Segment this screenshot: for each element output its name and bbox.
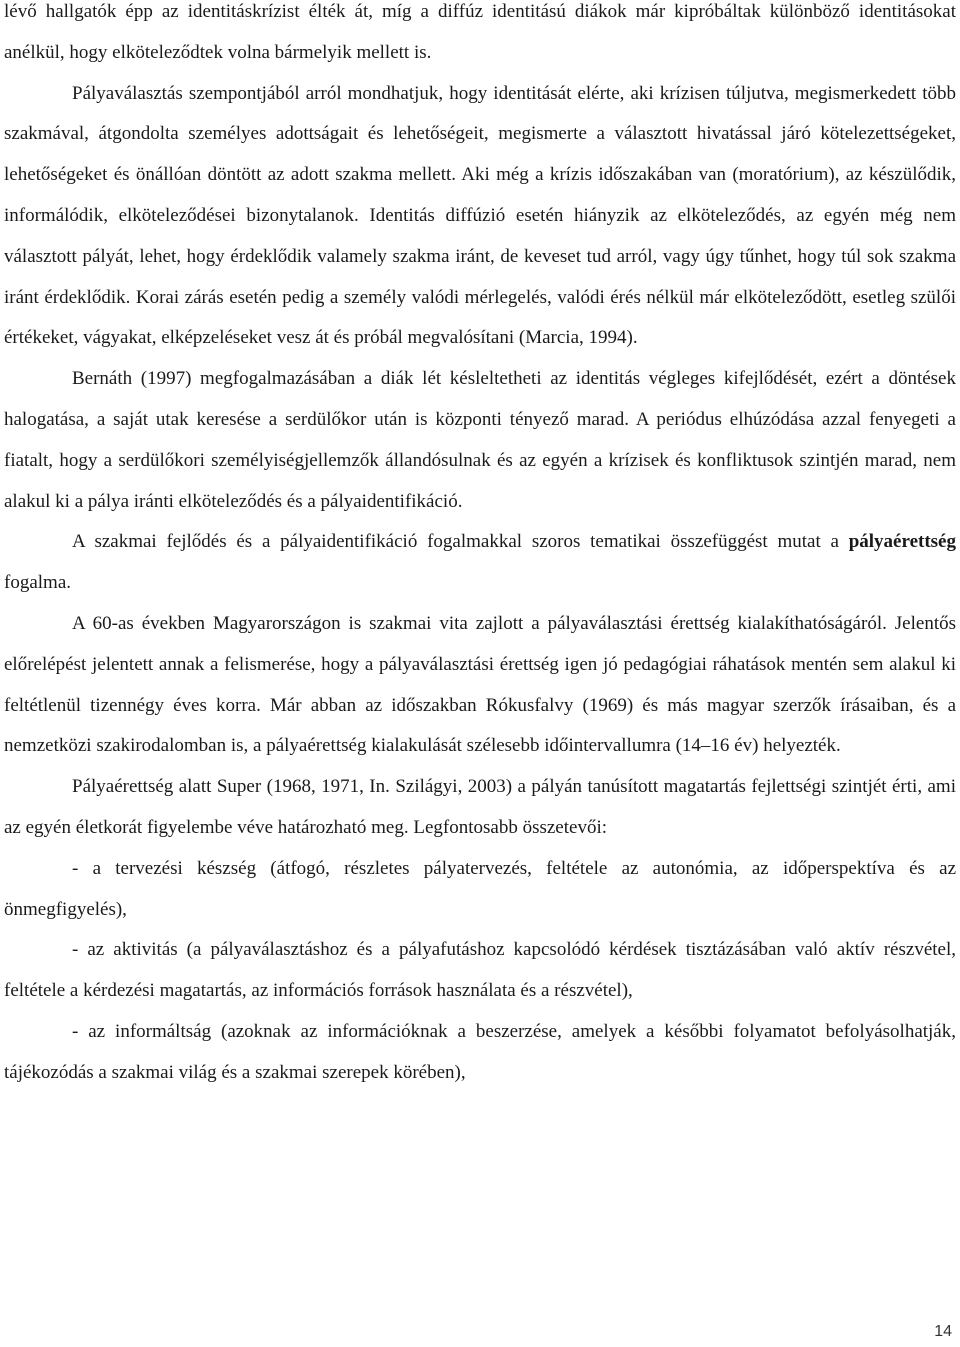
paragraph-4-text-after: fogalma. [4,572,72,594]
paragraph-6: Pályaérettség alatt Super (1968, 1971, In. Szilágyi, 2003) a pályán tanúsított magatartás fejlettségi szintjét érti, ami az egyén életkorát figyelembe véve határozható meg. Legfontosabb összetevői: [4,776,956,838]
paragraph-4-text-before: A szakmai fejlődés és a pályaidentifikáció fogalmakkal szoros tematikai összefüggést mutat a [72,531,849,553]
list-item-activity: - az aktivitás (a pályaválasztáshoz és a pályafutáshoz kapcsolódó kérdések tisztázásában való aktív részvétel, feltétele a kérdezési magatartás, az információs források használata és a részvétel), [4,939,956,1002]
paragraph-5: A 60-as években Magyarországon is szakmai vita zajlott a pályaválasztási érettség kialakíthatóságáról. Jelentős előrelépést jelentett annak a felismerése, hogy a pályaválasztási érettség igen jó pedagógiai ráhatások mentén sem alakul ki feltétlenül tizennégy éves korra. Már abban az időszakban Rókusfalvy (1969) és más magyar szerzők írásaiban, és a nemzetközi szakirodalomban is, a pályaérettség kialakulását szélesebb időintervallumra (14–16 év) helyezték. [4,612,956,757]
list-item-informedness: - az informáltság (azoknak az információknak a beszerzése, amelyek a későbbi folyamatot befolyásolhatják, tájékozódás a szakmai világ és a szakmai szerepek körében), [4,1020,956,1083]
paragraph-1: lévő hallgatók épp az identitáskrízist élték át, míg a diffúz identitású diákok már kipróbáltak különböző identitásokat anélkül, hogy elköteleződtek volna bármelyik mellett is. [4,1,956,63]
paragraph-2: Pályaválasztás szempontjából arról mondhatjuk, hogy identitását elérte, aki krízisen túljutva, megismerkedett több szakmával, átgondolta személyes adottságait és lehetőségeit, megismerte a választott hivatással járó kötelezettségeket, lehetőségeket és önállóan döntött az adott szakma mellett. Aki még a krízis időszakában van (moratórium), az készülődik, informálódik, elköteleződései bizonytalanok. Identitás diffúzió esetén hiányzik az elköteleződés, az egyén még nem választott pályát, lehet, hogy érdeklődik valamely szakma iránt, de keveset tud arról, vagy úgy tűnhet, hogy túl sok szakma iránt érdeklődik. Korai zárás esetén pedig a személy valódi mérlegelés, valódi érés nélkül már elköteleződött, esetleg szülői értékeket, vágyakat, elképzeléseket vesz át és próbál megvalósítani (Marcia, 1994). [4,82,956,349]
page-number: 14 [934,1323,952,1340]
paragraph-4 [4,522,956,604]
list-item-planning: - a tervezési készség (átfogó, részletes pályatervezés, feltétele az autonómia, az időperspektíva és az önmegfigyelés), [4,857,956,920]
bold-term: pályaérettség [848,531,956,553]
document-page [4,0,956,1094]
paragraph-3: Bernáth (1997) megfogalmazásában a diák lét késleltetheti az identitás végleges kifejlődését, ezért a döntések halogatása, a saját utak keresése a serdülőkor után is központi tényező marad. A periódus elhúzódása azzal fenyegeti a fiatalt, hogy a serdülőkori személyiségjellemzők állandósulnak és az egyén a krízisek és konfliktusok szintjén marad, nem alakul ki a pálya iránti elköteleződés és a pályaidentifikáció. [4,368,956,512]
